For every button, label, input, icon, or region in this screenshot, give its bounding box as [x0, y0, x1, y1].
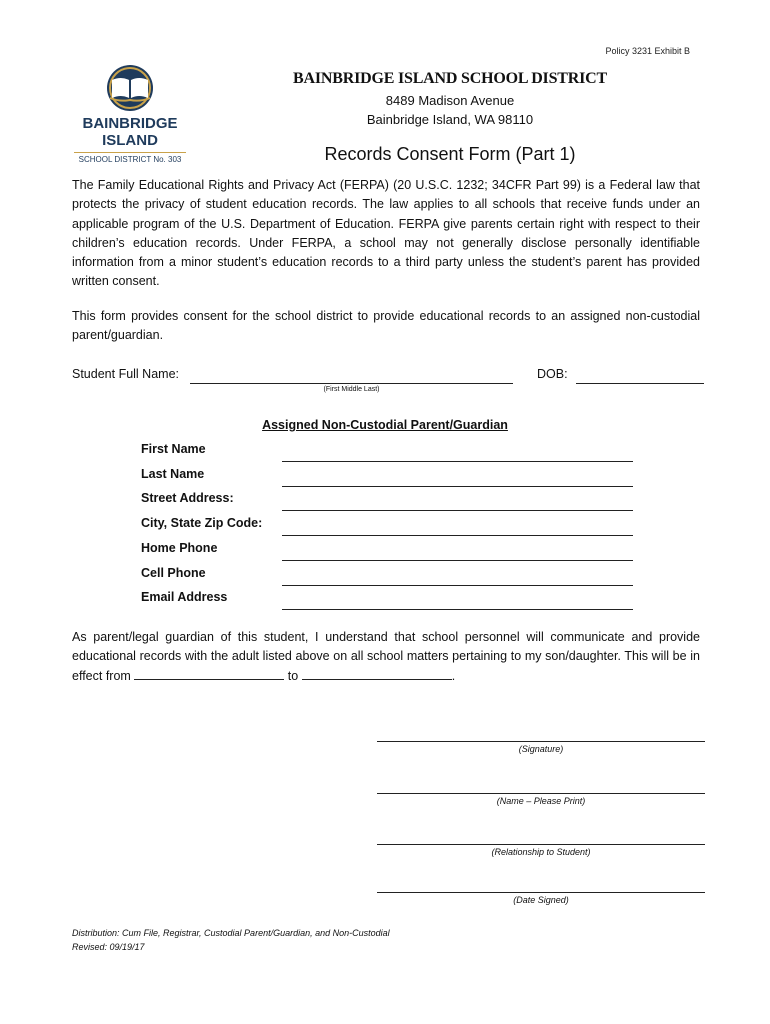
- logo-divider: [74, 152, 186, 153]
- field-line-last-name[interactable]: [282, 486, 633, 487]
- logo-text-line1: BAINBRIDGE: [82, 115, 178, 132]
- printed-name-line[interactable]: [377, 793, 705, 794]
- distribution-note: Distribution: Cum File, Registrar, Custodial Parent/Guardian, and Non-Custodial: [72, 928, 390, 938]
- field-line-email-address[interactable]: [282, 609, 633, 610]
- signature-line[interactable]: [377, 741, 705, 742]
- logo-text-line3: SCHOOL DISTRICT No. 303: [78, 155, 182, 164]
- consent-end: .: [451, 668, 456, 683]
- student-name-line[interactable]: [190, 383, 513, 384]
- date-signed-label: (Date Signed): [513, 895, 569, 905]
- ferpa-intro-paragraph: The Family Educational Rights and Privacy Act (FERPA) (20 U.S.C. 1232; 34CFR Part 99) is a Federal law that protects the privacy of student education records. The law applies to all schools that receive funds under an applicable program of the U.S. Department of Education. FERPA give parents certain right with respect to their children’s education records. Under FERPA, a school may not generally disclose personally identifiable information from a minor student’s education records to a third party unless the student’s parent has provided written consent.: [72, 178, 700, 289]
- field-label-first-name: First Name: [141, 442, 206, 456]
- field-label-street-address: Street Address:: [141, 491, 234, 505]
- field-line-cell-phone[interactable]: [282, 585, 633, 586]
- district-name: BAINBRIDGE ISLAND SCHOOL DISTRICT: [293, 70, 607, 87]
- field-line-home-phone[interactable]: [282, 560, 633, 561]
- field-label-last-name: Last Name: [141, 467, 205, 481]
- student-name-hint: (First Middle Last): [323, 386, 380, 393]
- policy-reference: Policy 3231 Exhibit B: [605, 46, 690, 56]
- date-signed-line[interactable]: [377, 892, 705, 893]
- field-line-city-state-zip[interactable]: [282, 535, 633, 536]
- form-title: Records Consent Form (Part 1): [324, 144, 576, 164]
- consent-paragraph: [72, 628, 700, 686]
- dob-label: DOB:: [537, 367, 568, 381]
- logo-text-line2: ISLAND: [102, 132, 158, 149]
- field-label-cell-phone: Cell Phone: [141, 566, 206, 580]
- field-line-first-name[interactable]: [282, 461, 633, 462]
- signature-label: (Signature): [518, 744, 564, 754]
- relationship-label: (Relationship to Student): [491, 847, 591, 857]
- field-label-city-state-zip: City, State Zip Code:: [141, 516, 263, 530]
- effective-to-blank[interactable]: [302, 669, 452, 680]
- effective-from-blank[interactable]: [134, 669, 284, 680]
- field-line-street-address[interactable]: [282, 510, 633, 511]
- consent-text: As parent/legal guardian of this student, I understand that school personnel will communicate and provide educational records with the adult listed above on all school matters pertaining to my son/daughter. This will be in effect from: [72, 630, 700, 683]
- consent-to: to: [287, 668, 299, 683]
- student-name-label: Student Full Name:: [72, 367, 179, 381]
- address-line2: Bainbridge Island, WA 98110: [366, 112, 534, 127]
- field-label-home-phone: Home Phone: [141, 541, 218, 555]
- relationship-line[interactable]: [377, 844, 705, 845]
- purpose-paragraph: This form provides consent for the school district to provide educational records to an assigned non-custodial parent/guardian.: [72, 309, 700, 343]
- dob-line[interactable]: [576, 383, 704, 384]
- field-label-email-address: Email Address: [141, 590, 228, 604]
- address-line1: 8489 Madison Avenue: [385, 93, 515, 108]
- district-logo: [70, 64, 190, 168]
- section-title: Assigned Non-Custodial Parent/Guardian: [262, 418, 508, 432]
- revised-date: Revised: 09/19/17: [72, 942, 145, 952]
- printed-name-label: (Name – Please Print): [496, 796, 586, 806]
